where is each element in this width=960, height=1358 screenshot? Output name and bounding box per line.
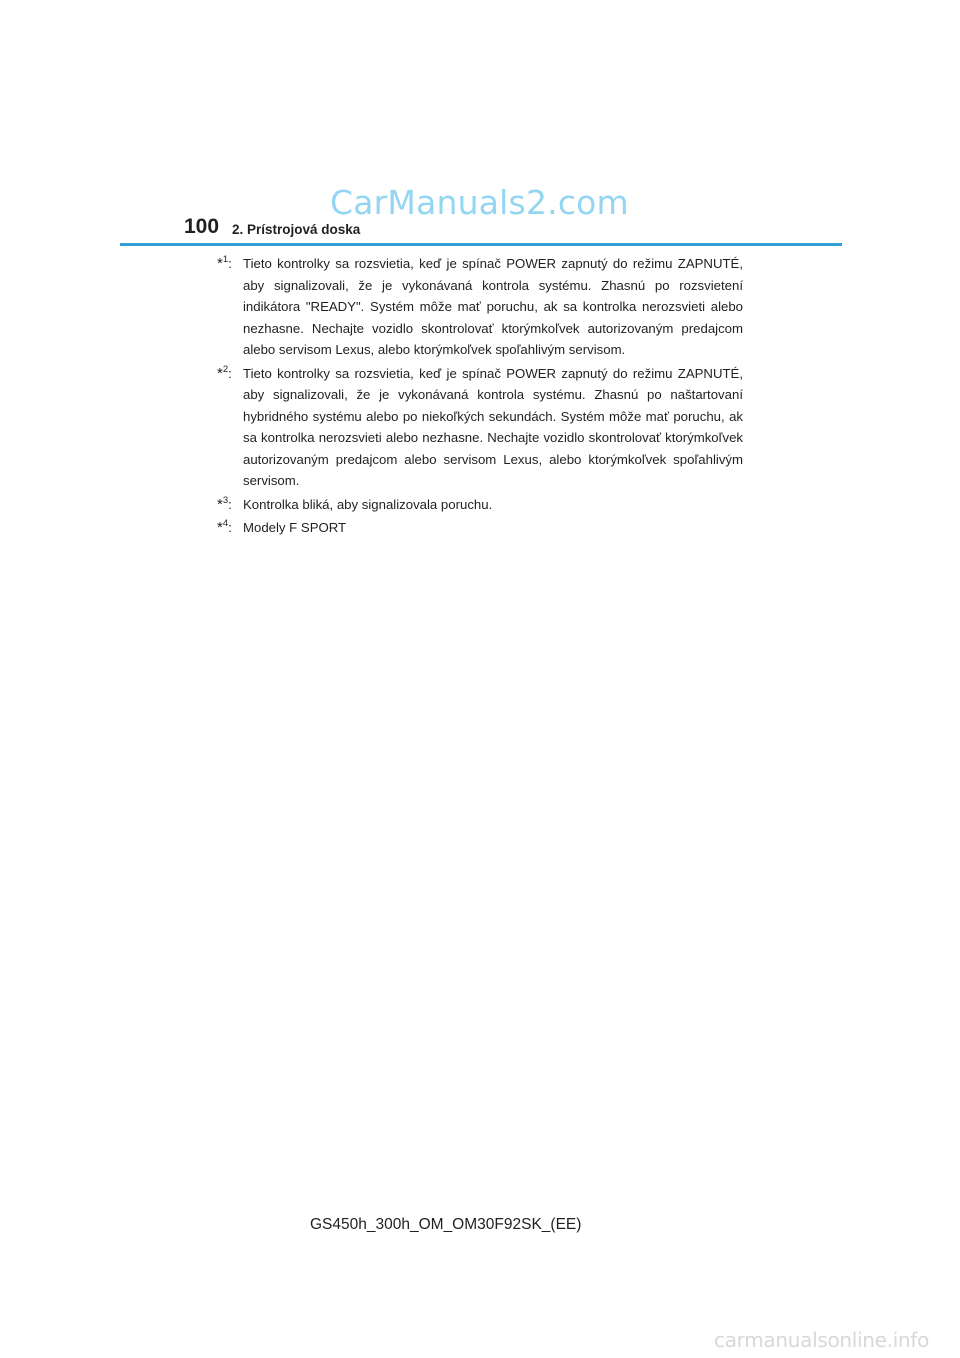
section-title: 2. Prístrojová doska — [232, 222, 361, 237]
footnote-text: Tieto kontrolky sa rozsvietia, keď je spínač POWER zapnutý do režimu ZAPNUTÉ, aby signalizovali, že je vykonávaná kontrola systému. Zhasnú po rozsvietení indikátora "READY". Systém môže mať poruchu, ak sa kontrolka nerozsvieti alebo nezhasne. Nechajte vozidlo skontrolovať ktorýmkoľvek autorizovaným predajcom alebo servisom Lexus, alebo ktorýmkoľvek spoľahlivým servisom. — [243, 256, 743, 357]
page-number: 100 — [184, 215, 220, 238]
carmanualsonline-watermark: carmanualsonline.info — [714, 1328, 930, 1352]
footnote-1 — [217, 253, 743, 361]
footnote-text: Modely F SPORT — [243, 520, 347, 535]
footnote-3 — [217, 494, 743, 516]
footnote-marker: *$^4$: — [217, 518, 232, 536]
footnotes-list — [217, 253, 743, 541]
footnote-text: Tieto kontrolky sa rozsvietia, keď je spínač POWER zapnutý do režimu ZAPNUTÉ, aby signalizovali, že je vykonávaná kontrola systému. Zhasnú po naštartovaní hybridného systému alebo po niekoľkých sekundách. Systém môže mať poruchu, ak sa kontrolka nerozsvieti alebo nezhasne. Nechajte vozidlo skontrolovať ktorýmkoľvek autorizovaným predajcom alebo servisom Lexus, alebo ktorýmkoľvek spoľahlivým servisom. — [243, 365, 743, 488]
footnote-marker: *$^2$: — [217, 363, 232, 382]
footnote-text: Kontrolka bliká, aby signalizovala poruchu. — [243, 496, 493, 512]
document-code: GS450h_300h_OM_OM30F92SK_(EE) — [310, 1216, 582, 1233]
footnote-4 — [217, 517, 743, 539]
footnote-marker: *$^3$: — [217, 494, 232, 513]
footnote-2 — [217, 363, 743, 492]
carmanuals2-watermark: CarManuals2.com — [330, 183, 629, 222]
footnote-marker: *$^1$: — [217, 254, 232, 272]
header-rule — [120, 243, 842, 246]
